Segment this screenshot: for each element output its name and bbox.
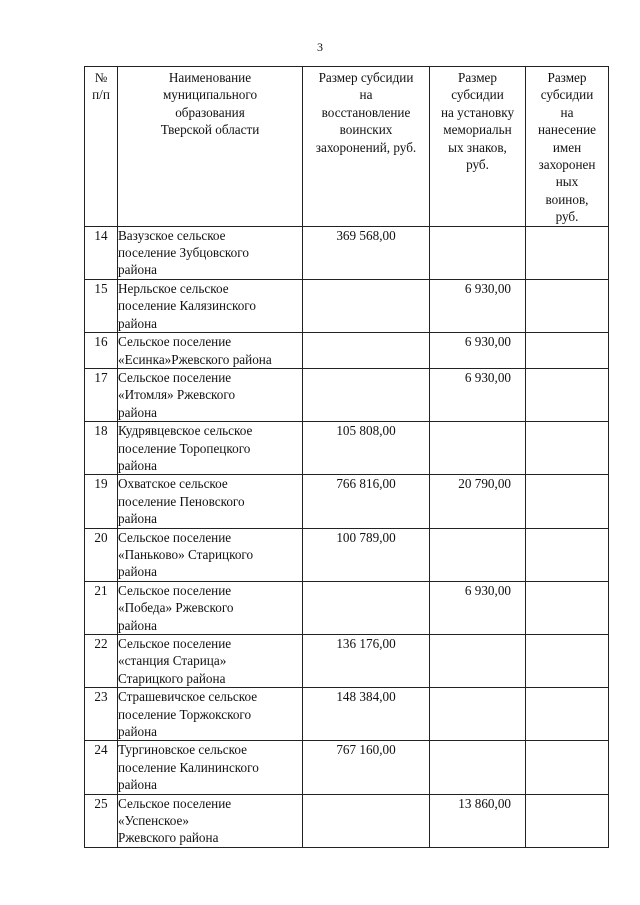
table-header-row [85, 67, 609, 227]
row-municipality: Вазузское сельское поселение Зубцовского района [118, 226, 303, 279]
row-memorial-amount: 6 930,00 [430, 581, 526, 634]
row-memorial-amount [430, 226, 526, 279]
header-municipality: Наименование муниципального образования Тверской области [118, 67, 303, 227]
row-names-amount [526, 635, 609, 688]
table-row [85, 279, 609, 332]
row-restoration-amount: 100 789,00 [303, 528, 430, 581]
row-municipality: Сельское поселение «Победа» Ржевского района [118, 581, 303, 634]
header-number: № п/п [85, 67, 118, 227]
row-restoration-amount: 369 568,00 [303, 226, 430, 279]
table-row [85, 333, 609, 369]
row-names-amount [526, 688, 609, 741]
page-number: 3 [317, 40, 323, 54]
row-number: 17 [85, 368, 118, 421]
row-restoration-amount: 767 160,00 [303, 741, 430, 794]
row-number: 25 [85, 794, 118, 847]
row-names-amount [526, 422, 609, 475]
row-number: 14 [85, 226, 118, 279]
table-row [85, 741, 609, 794]
row-restoration-amount [303, 581, 430, 634]
row-names-amount [526, 333, 609, 369]
row-names-amount [526, 368, 609, 421]
row-number: 22 [85, 635, 118, 688]
row-municipality: Страшевичское сельское поселение Торжокского района [118, 688, 303, 741]
row-memorial-amount: 6 930,00 [430, 368, 526, 421]
row-names-amount [526, 226, 609, 279]
row-municipality: Охватское сельское поселение Пеновского района [118, 475, 303, 528]
header-restoration-subsidy: Размер субсидии на восстановление воинских захоронений, руб. [303, 67, 430, 227]
row-number: 23 [85, 688, 118, 741]
row-number: 20 [85, 528, 118, 581]
table-row [85, 635, 609, 688]
row-number: 18 [85, 422, 118, 475]
row-memorial-amount [430, 741, 526, 794]
row-restoration-amount [303, 279, 430, 332]
row-memorial-amount: 6 930,00 [430, 333, 526, 369]
row-restoration-amount: 105 808,00 [303, 422, 430, 475]
row-municipality: Сельское поселение «станция Старица» Старицкого района [118, 635, 303, 688]
table-row [85, 422, 609, 475]
row-number: 16 [85, 333, 118, 369]
row-number: 24 [85, 741, 118, 794]
row-names-amount [526, 528, 609, 581]
row-number: 15 [85, 279, 118, 332]
row-memorial-amount [430, 422, 526, 475]
row-restoration-amount [303, 368, 430, 421]
row-number: 21 [85, 581, 118, 634]
row-names-amount [526, 741, 609, 794]
header-memorial-subsidy: Размер субсидии на установку мемориальн ых знаков, руб. [430, 67, 526, 227]
subsidy-table [84, 66, 609, 848]
row-names-amount [526, 581, 609, 634]
row-memorial-amount [430, 688, 526, 741]
row-municipality: Сельское поселение «Есинка»Ржевского района [118, 333, 303, 369]
row-municipality: Тургиновское сельское поселение Калининского района [118, 741, 303, 794]
table-row [85, 581, 609, 634]
row-restoration-amount: 136 176,00 [303, 635, 430, 688]
table-row [85, 226, 609, 279]
table-row [85, 475, 609, 528]
row-names-amount [526, 475, 609, 528]
table-row [85, 528, 609, 581]
row-memorial-amount: 20 790,00 [430, 475, 526, 528]
row-names-amount [526, 279, 609, 332]
row-municipality: Сельское поселение «Успенское» Ржевского района [118, 794, 303, 847]
row-names-amount [526, 794, 609, 847]
row-memorial-amount [430, 528, 526, 581]
row-memorial-amount: 6 930,00 [430, 279, 526, 332]
header-names-subsidy: Размер субсидии на нанесение имен захоронен ных воинов, руб. [526, 67, 609, 227]
row-restoration-amount: 766 816,00 [303, 475, 430, 528]
row-municipality: Сельское поселение «Паньково» Старицкого района [118, 528, 303, 581]
row-restoration-amount [303, 333, 430, 369]
row-memorial-amount: 13 860,00 [430, 794, 526, 847]
table-row [85, 688, 609, 741]
row-number: 19 [85, 475, 118, 528]
row-restoration-amount [303, 794, 430, 847]
row-memorial-amount [430, 635, 526, 688]
row-municipality: Кудрявцевское сельское поселение Торопецкого района [118, 422, 303, 475]
row-restoration-amount: 148 384,00 [303, 688, 430, 741]
table-row [85, 368, 609, 421]
row-municipality: Сельское поселение «Итомля» Ржевского района [118, 368, 303, 421]
table-row [85, 794, 609, 847]
row-municipality: Нерльское сельское поселение Калязинского района [118, 279, 303, 332]
